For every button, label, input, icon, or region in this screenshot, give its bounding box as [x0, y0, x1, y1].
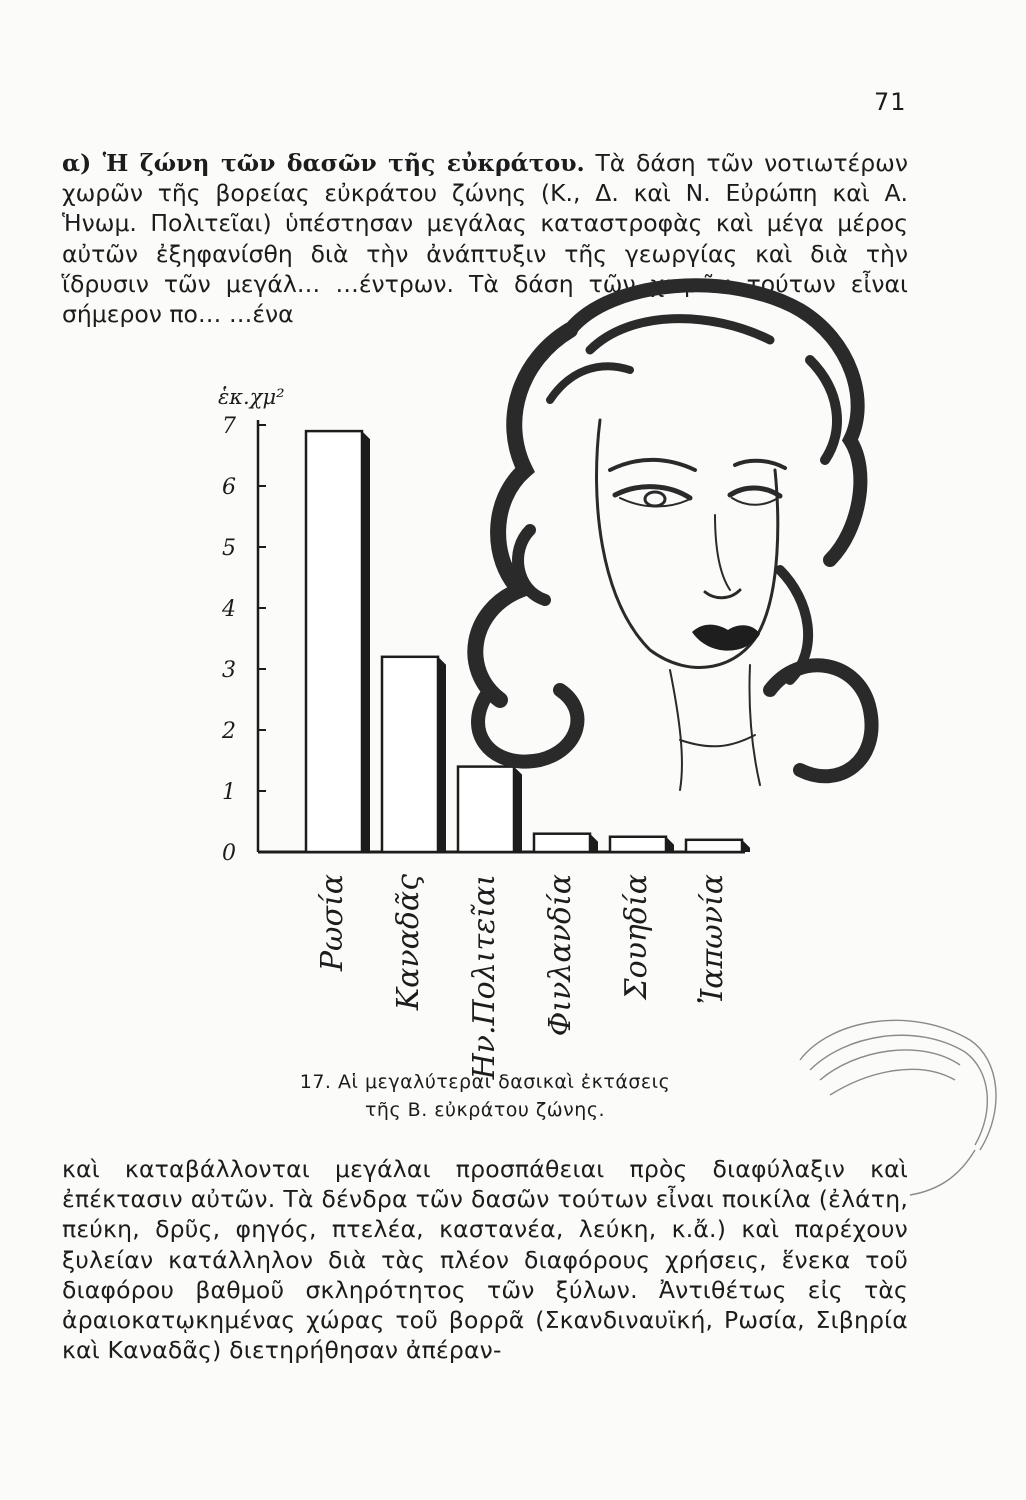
- paragraph-top-text: Τὰ δάση τῶν νοτιωτέρων χωρῶν τῆς βορείας εὐκράτου ζώνης (Κ., Δ. καὶ Ν. Εὐρώπη καὶ Α. Ἡνωμ. Πολιτεῖαι) ὑπέστησαν μεγάλας καταστροφὰς καὶ μέγα μέρος αὐτῶν ἐξηφανίσθη διὰ τὴν ἀνάπτυξιν τῆς γεωργίας καὶ διὰ τὴν ἵδρυσιν τῶν μεγάλ… …έντρων. Τὰ δάση τῶν χωρῶν τούτων εἶναι σήμερον πο… …ένα: [62, 149, 908, 329]
- figure-caption: [240, 1068, 730, 1124]
- paragraph-bottom: καὶ καταβάλλονται μεγάλαι προσπάθειαι πρὸς διαφύλαξιν καὶ ἐπέκτασιν αὐτῶν. Τὰ δένδρα τῶν δασῶν τούτων εἶναι ποικίλα (ἐλάτη, πεύκη, δρῦς, φηγός, πτελέα, καστανέα, λεύκη, κ.ἄ.) καὶ παρέχουν ξυλείαν κατάλληλον διὰ τὰς πλέον διαφόρους χρήσεις, ἕνεκα τοῦ διαφόρου βαθμοῦ σκληρότητος τῶν ξύλων. Ἀντιθέτως εἰς τὰς ἀραιοκατῳκημένας χώρας τοῦ βορρᾶ (Σκανδιναυϊκή, Ρωσία, Σιβηρία καὶ Καναδᾶς) διετηρήθησαν ἀπέραν-: [62, 1155, 908, 1365]
- y-axis-label: ἑκ.χμ²: [218, 385, 285, 409]
- caption-line-2: τῆς Β. εὐκράτου ζώνης.: [364, 1099, 606, 1121]
- category-label: Ρωσία: [315, 874, 350, 972]
- y-tick-label: 1: [222, 780, 236, 805]
- page-number: 71: [874, 88, 907, 116]
- y-tick-label: 6: [222, 475, 236, 500]
- category-label: Ην.Πολιτεῖαι: [467, 874, 502, 1080]
- y-tick-label: 5: [222, 536, 236, 561]
- y-tick-label: 2: [222, 719, 236, 744]
- y-tick-label: 3: [222, 658, 236, 683]
- category-label: Ἰαπωνία: [695, 874, 730, 1005]
- category-label: Σουηδία: [619, 874, 654, 1000]
- y-tick-label: 0: [222, 841, 236, 866]
- bar-shadow-0: [362, 431, 370, 852]
- section-heading: α) Ἡ ζώνη τῶν δασῶν τῆς εὐκράτου.: [62, 149, 585, 177]
- y-tick-label: 4: [222, 597, 236, 622]
- y-tick-label: 7: [222, 414, 236, 439]
- category-label: Καναδᾶς: [391, 874, 426, 1011]
- category-label: Φινλανδία: [543, 874, 578, 1037]
- portrait-sketch: [430, 270, 890, 870]
- bar-0: [306, 431, 362, 852]
- caption-line-1: 17. Αἱ μεγαλύτεραι δασικαὶ ἐκτάσεις: [299, 1071, 671, 1093]
